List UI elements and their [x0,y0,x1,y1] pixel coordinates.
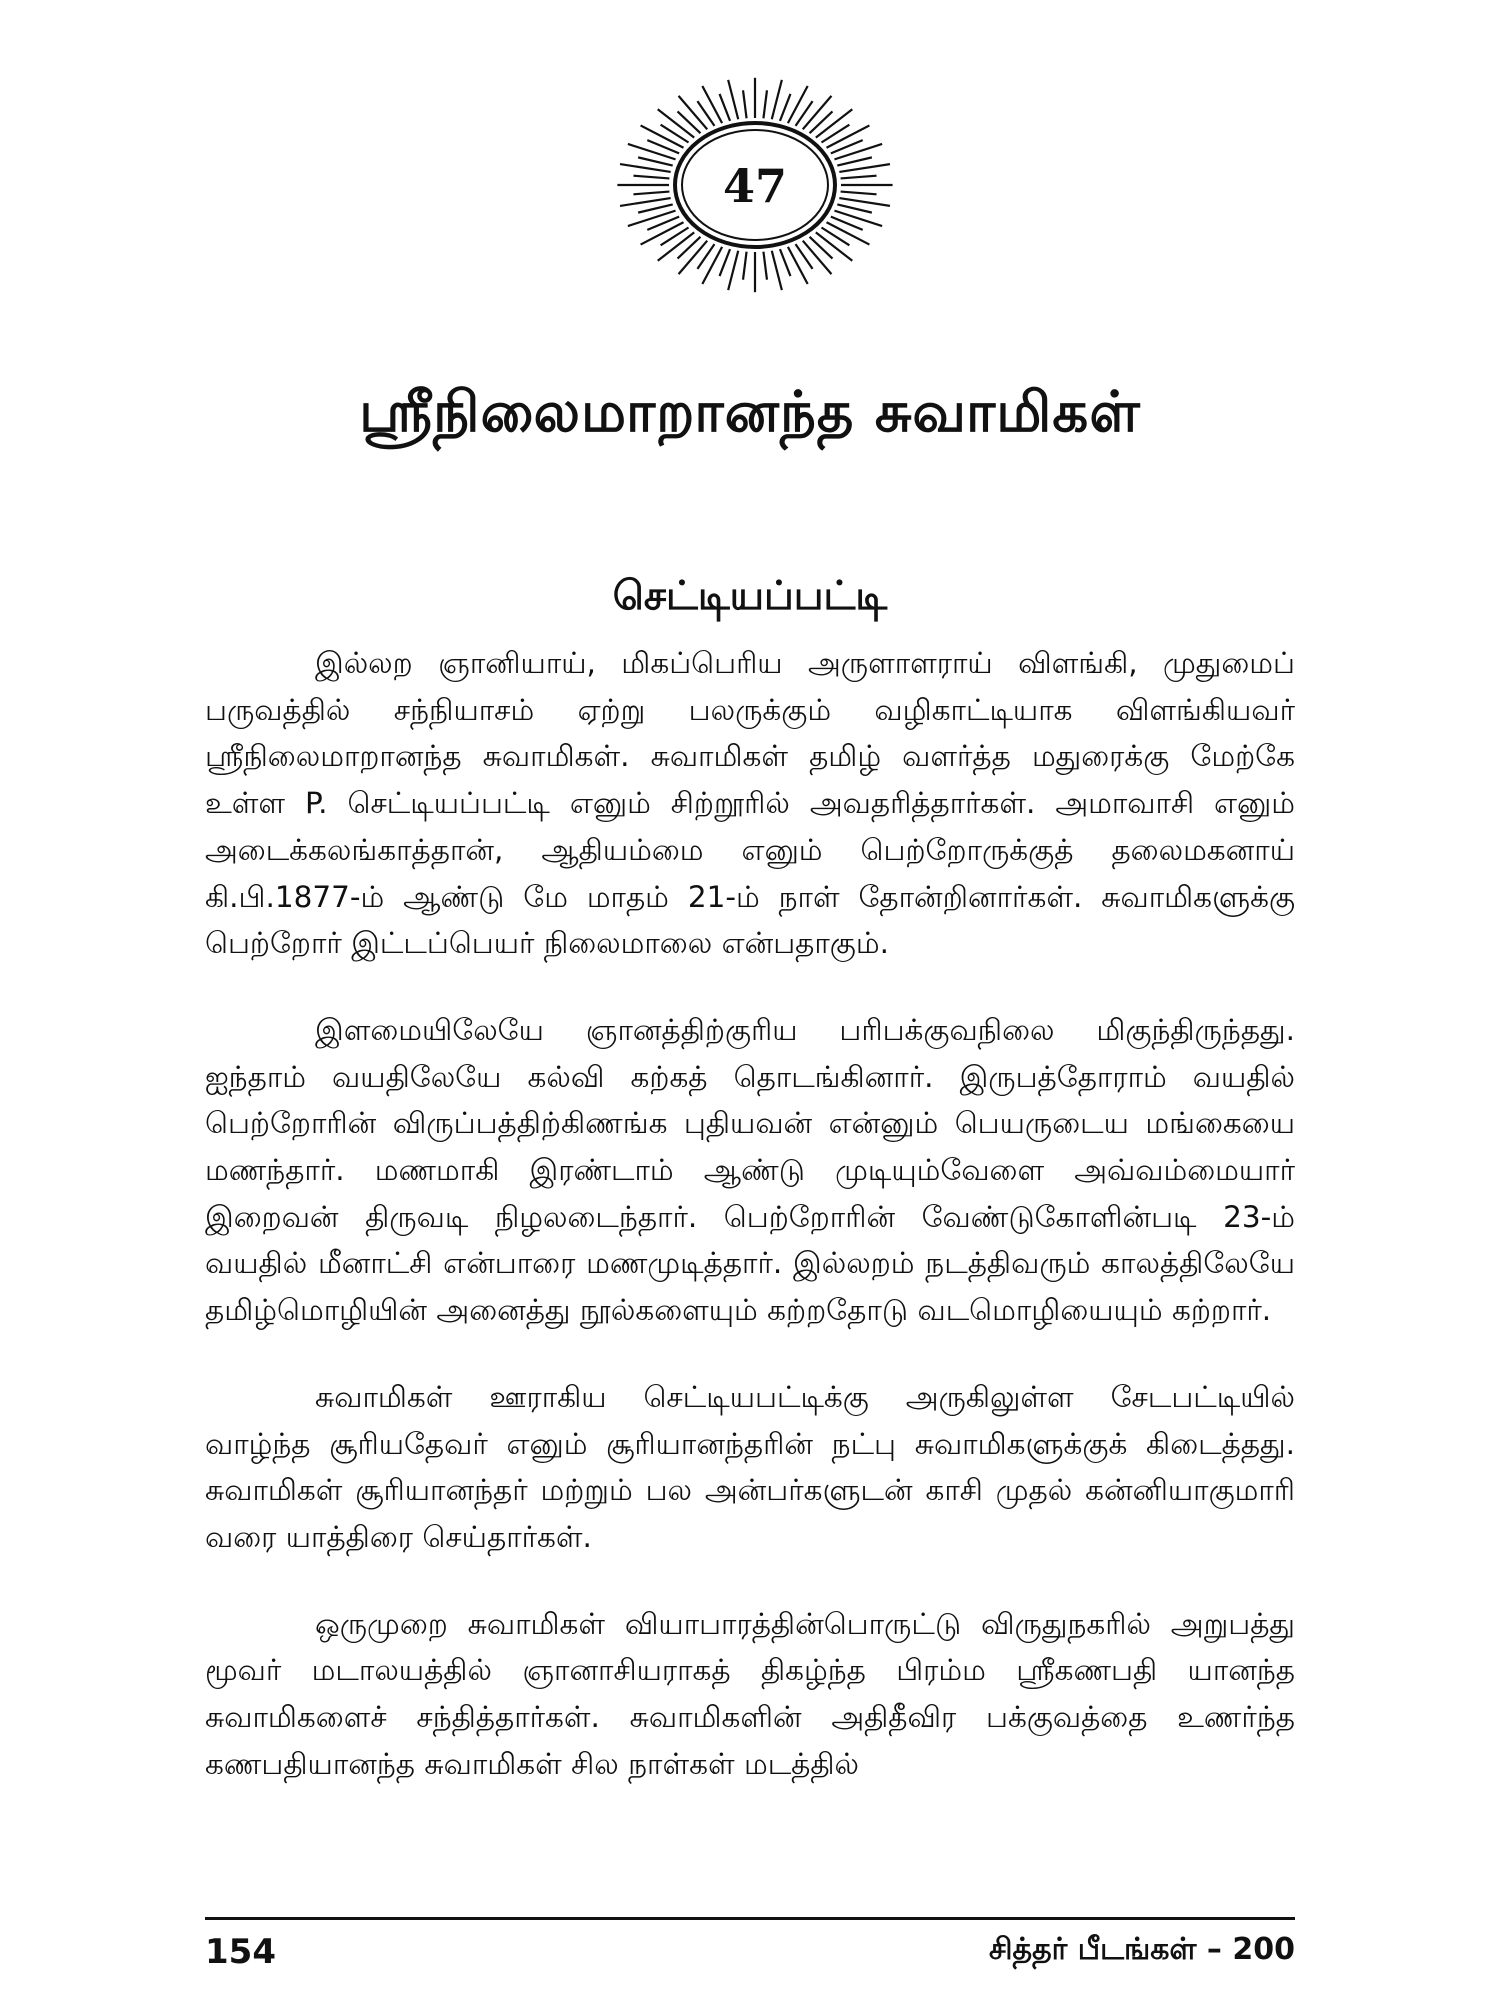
sunburst-ray [827,125,870,147]
chapter-title: ஸ்ரீநிலைமாறானந்த சுவாமிகள் [359,380,1141,445]
paragraph-1: இல்லற ஞானியாய், மிகப்பெரிய அருளாளராய் விளங்கி, முதுமைப் பருவத்தில் சந்நியாசம் ஏற்று பலருக்கும் வழிகாட்டியாக விளங்கியவர் ஸ்ரீநிலைமாறானந்த சுவாமிகள். சுவாமிகள் தமிழ் வளர்த்த மதுரைக்கு மேற்கே உள்ள P. செட்டியப்பட்டி எனும் சிற்றூரில் அவதரித்தார்கள். அமாவாசி எனும் அடைக்கலங்காத்தான், ஆதியம்மை எனும் பெற்றோருக்குத் தலைமகனாய் கி.பி.1877-ம் ஆண்டு மே மாதம் 21-ம் நாள் தோன்றினார்கள். சுவாமிகளுக்கு பெற்றோர் இட்டப்பெயர் நிலைமாலை என்பதாகும். [205,646,1295,961]
sunburst-ray [679,241,708,274]
paragraph-4: ஒருமுறை சுவாமிகள் வியாபாரத்தின்பொருட்டு விருதுநகரில் அறுபத்து மூவர் மடாலயத்தில் ஞானாசியராகத் திகழ்ந்த பிரம்ம ஸ்ரீகணபதி யானந்த சுவாமிகளைச் சந்தித்தார்கள். சுவாமிகளின் அதிதீவிர பக்குவத்தை உணர்ந்த கணபதியானந்த சுவாமிகள் சில நாள்கள் மடத்தில் [205,1606,1295,1781]
sunburst-ray [803,241,832,274]
sunburst-ray [839,164,890,172]
chapter-number: 47 [722,159,788,213]
page-number: 154 [205,1932,276,1972]
sunburst-ray [841,192,877,195]
sunburst-ray [638,157,673,165]
sunburst-ray [788,86,808,123]
sunburst-ray [638,204,673,212]
sunburst-ray [702,247,722,284]
chapter-emblem [595,55,915,315]
sunburst-ray [620,164,671,172]
sunburst-ray [702,86,722,123]
sunburst-ray [720,94,730,121]
sunburst-ray [763,90,767,118]
sunburst-ray [641,222,684,244]
sunburst-ray [728,251,738,290]
sunburst-ray [837,204,872,212]
sunburst-ray [834,211,882,226]
sunburst-ray [841,176,877,179]
sunburst-ray [633,176,669,179]
sunburst-ray [827,222,870,244]
sunburst-ray [728,80,738,119]
sunburst-ray [810,237,833,259]
body-text [205,640,1295,1827]
sunburst-ray [641,125,684,147]
sunburst-ray [743,90,747,118]
sunburst-ray [772,80,782,119]
sunburst-ray [628,144,676,159]
sunburst-ray [772,251,782,290]
sunburst-ray [633,192,669,195]
sunburst-ray [839,198,890,206]
sunburst-ray [810,111,833,133]
running-title: சித்தர் பீடங்கள் – 200 [989,1932,1295,1967]
sunburst-ray [837,157,872,165]
sunburst-ray [678,111,701,133]
sunburst-ray [620,198,671,206]
sunburst-ray [821,228,849,246]
footer-rule [205,1917,1295,1920]
sunburst-ray [780,249,790,276]
sunburst-ornament [595,55,915,315]
paragraph-2: இளமையிலேயே ஞானத்திற்குரிய பரிபக்குவநிலை மிகுந்திருந்தது. ஐந்தாம் வயதிலேயே கல்வி கற்கத் தொடங்கினார். இருபத்தோராம் வயதில் பெற்றோரின் விருப்பத்திற்கிணங்க புதியவன் என்னும் பெயருடைய மங்கையை மணந்தார். மணமாகி இரண்டாம் ஆண்டு முடியும்வேளை அவ்வம்மையார் இறைவன் திருவடி நிழலடைந்தார். பெற்றோரின் வேண்டுகோளின்படி 23-ம் வயதில் மீனாட்சி என்பாரை மணமுடித்தார். இல்லறம் நடத்திவரும் காலத்திலேயே தமிழ்மொழியின் அனைத்து நூல்களையும் கற்றதோடு வடமொழியையும் கற்றார். [205,1012,1295,1328]
section-heading: செட்டியப்பட்டி [612,573,888,619]
sunburst-ray [661,125,689,143]
sunburst-ray [780,94,790,121]
sunburst-ray [679,96,708,129]
sunburst-ray [720,249,730,276]
sunburst-ray [803,96,832,129]
sunburst-ray [743,252,747,280]
sunburst-ray [788,247,808,284]
sunburst-ray [628,211,676,226]
paragraph-3: சுவாமிகள் ஊராகிய செட்டியபட்டிக்கு அருகிலுள்ள சேடபட்டியில் வாழ்ந்த சூரியதேவர் எனும் சூரியானந்தரின் நட்பு சுவாமிகளுக்குக் கிடைத்தது. சுவாமிகள் சூரியானந்தர் மற்றும் பல அன்பர்களுடன் காசி முதல் கன்னியாகுமாரி வரை யாத்திரை செய்தார்கள். [205,1379,1295,1554]
sunburst-ray [834,144,882,159]
sunburst-ray [763,252,767,280]
sunburst-ray [661,228,689,246]
sunburst-ray [678,237,701,259]
sunburst-ray [821,125,849,143]
